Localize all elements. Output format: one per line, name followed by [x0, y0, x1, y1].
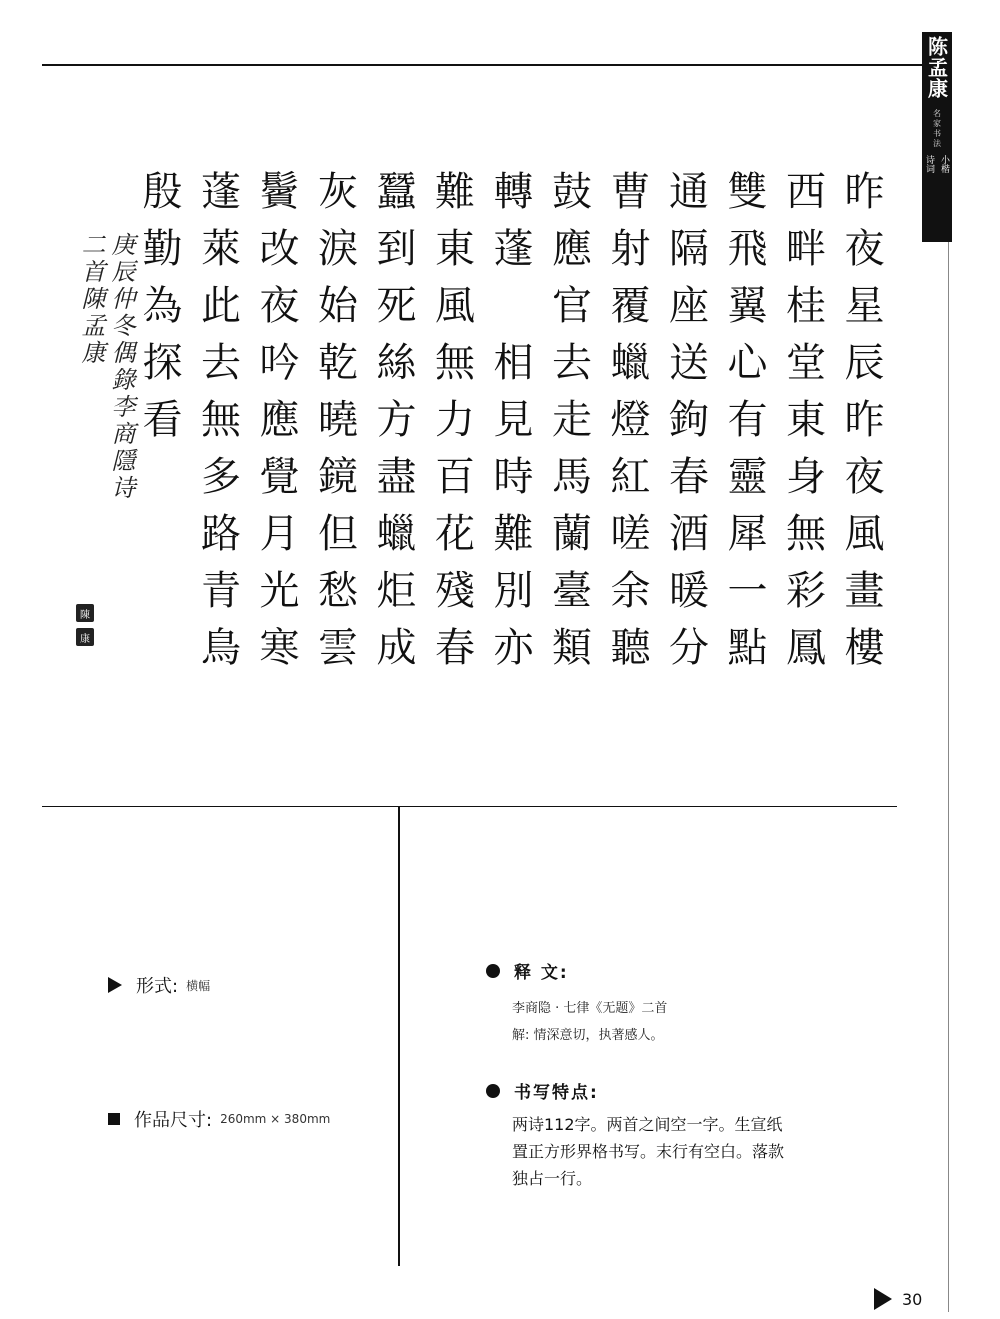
poem-column: 雙飛翼心有靈犀一點 [721, 170, 767, 683]
inscription-column: 庚辰仲冬偶錄李商隱诗 [107, 232, 135, 502]
circle-bullet-icon [486, 1084, 500, 1098]
size-label: 作品尺寸: [134, 1110, 213, 1131]
poem-column: 轉蓬 相見時難別亦 [487, 170, 533, 683]
column-divider [398, 806, 400, 1266]
poem-column: 曹射覆蠟燈紅嗟余聽 [604, 170, 650, 683]
poem-column: 鼓應官去走馬蘭臺類 [545, 170, 592, 683]
page-number-text: 30 [902, 1289, 923, 1309]
form-value: 横幅 [186, 978, 211, 993]
seal-stamp: 康 [76, 628, 94, 646]
poem-column: 蠶到死絲方盡蠟炬成 [370, 170, 416, 683]
circle-bullet-icon [486, 964, 500, 978]
size-value: 260mm × 380mm [220, 1112, 331, 1126]
series-name: 名家书法 [932, 109, 942, 149]
category-small-script: 小楷 [939, 155, 949, 173]
poem-note: 解: 情深意切，执著感人。 [512, 1028, 664, 1043]
calligraphy-poem [130, 170, 890, 690]
size-row [108, 1106, 330, 1132]
features-line: 独占一行。 [512, 1169, 593, 1188]
poem-source: 李商隐 · 七律《无题》二首 [512, 1001, 668, 1016]
poem-column: 殷勤為探看 [136, 170, 182, 455]
poem-column: 通隔座送鉤春酒暖分 [662, 170, 709, 683]
features-line: 两诗112字。两首之间空一字。生宣纸 [512, 1115, 783, 1134]
section-title: 书写特点: [514, 1083, 599, 1103]
poem-column: 西畔桂堂東身無彩鳳 [779, 170, 826, 683]
form-label: 形式: [136, 976, 179, 997]
section-rule [42, 806, 897, 807]
inscription-column: 二首陳孟康 [77, 232, 105, 367]
category-labels [923, 155, 951, 173]
features-text [512, 1111, 866, 1192]
section-title: 释 文: [514, 963, 569, 983]
poem-column: 昨夜星辰昨夜風畫樓 [838, 170, 884, 683]
side-rule [948, 242, 949, 1312]
transcription-section [486, 958, 866, 1043]
writing-features-section [486, 1078, 866, 1192]
poem-column: 蓬萊此去無多路青鳥 [194, 170, 241, 683]
features-line: 置正方形界格书写。末行有空白。落款 [512, 1142, 785, 1161]
triangle-marker-icon [874, 1288, 892, 1310]
side-tab [922, 32, 952, 242]
poem-column: 灰淚始乾曉鏡但愁雲 [311, 170, 358, 683]
poem-column: 鬢改夜吟應覺月光寒 [253, 170, 299, 683]
form-row [108, 972, 210, 998]
category-poetry: 诗词 [924, 155, 934, 173]
poem-column: 難東風無力百花殘春 [428, 170, 475, 683]
author-name: 陈孟康 [924, 36, 949, 99]
seal-stamp: 陳 [76, 604, 94, 622]
square-bullet-icon [108, 1113, 120, 1125]
page-number [874, 1288, 922, 1310]
triangle-bullet-icon [108, 977, 122, 993]
top-rule [42, 64, 922, 66]
